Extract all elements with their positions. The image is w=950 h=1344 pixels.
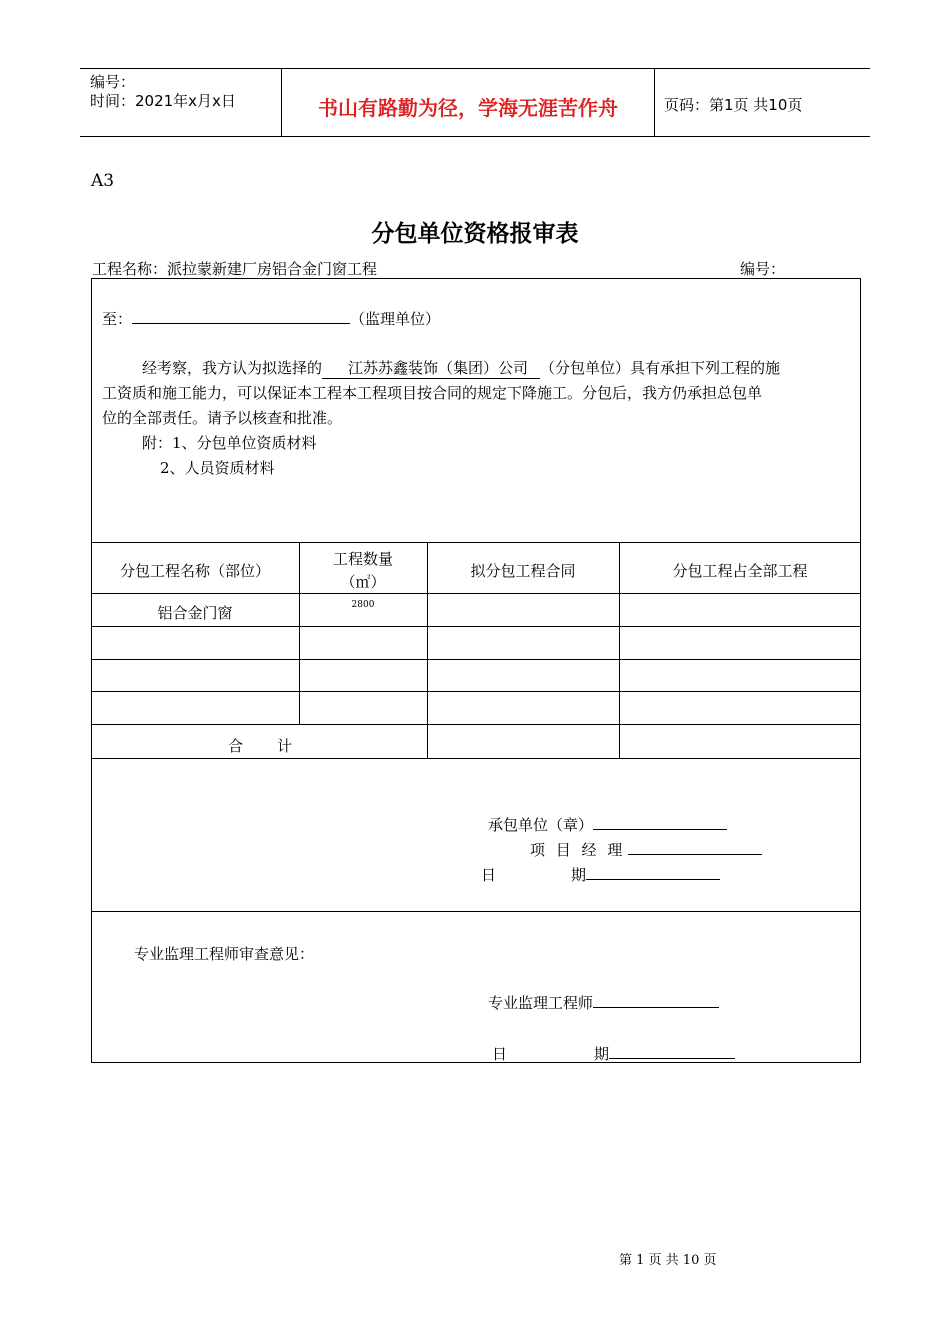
supervisor-date-a: 日 xyxy=(492,1045,508,1063)
contractor-unit-label: 承包单位（章） xyxy=(488,816,594,834)
table-rule-3 xyxy=(91,659,861,660)
table-col-divider-1 xyxy=(299,542,300,724)
supervisor-engineer-field[interactable] xyxy=(593,993,719,1008)
th-work-name: 分包工程名称（部位） xyxy=(119,562,270,580)
contractor-seal-field[interactable] xyxy=(593,815,727,830)
table-bottom-rule xyxy=(91,758,861,759)
th-proportion: 分包工程占全部工程 xyxy=(672,562,808,580)
header-divider-right xyxy=(654,68,655,136)
letter-to-line xyxy=(102,308,440,329)
supervisor-date-field[interactable] xyxy=(609,1044,735,1059)
project-manager-line xyxy=(530,839,762,860)
table-rule-4 xyxy=(91,691,861,692)
header-top-rule xyxy=(80,68,870,69)
to-prefix: 至： xyxy=(102,310,133,328)
project-number: 编号： xyxy=(740,260,786,278)
row1-work-name: 铝合金门窗 xyxy=(157,604,233,622)
total-label-a: 合 xyxy=(228,737,244,755)
supervisor-date-b: 期 xyxy=(594,1045,610,1063)
page-title: 分包单位资格报审表 xyxy=(371,221,579,247)
supervision-unit-field[interactable] xyxy=(132,309,350,324)
attachment-1: 附：1、分包单位资质材料 xyxy=(142,434,317,452)
supervisor-engineer-label: 专业监理工程师 xyxy=(488,994,594,1012)
contractor-date-field[interactable] xyxy=(586,865,720,880)
supervisor-engineer-line xyxy=(488,992,719,1013)
footer-page-number: 第 1 页 共 10 页 xyxy=(619,1253,717,1268)
header-number-label: 编号： xyxy=(90,73,136,91)
project-manager-label: 项 目 经 理 xyxy=(530,841,623,859)
contractor-date-b: 期 xyxy=(571,866,587,884)
contractor-date-a: 日 xyxy=(481,866,497,884)
project-manager-field[interactable] xyxy=(628,840,762,855)
header-bottom-rule xyxy=(80,136,870,137)
letter-para-mid: （分包单位）具有承担下列工程的施 xyxy=(540,359,781,377)
letter-line-2: 工资质和施工能力，可以保证本工程本工程项目按合同的规定下降施工。分包后，我方仍承担总包单 xyxy=(102,384,763,402)
header-motto: 书山有路勤为径，学海无涯苦作舟 xyxy=(318,96,618,120)
row1-quantity: 2800 xyxy=(351,600,375,610)
letter-para-start: 经考察，我方认为拟选择的 xyxy=(142,359,323,377)
subcontractor-name: 江苏苏鑫装饰（集团）公司 xyxy=(322,357,540,379)
total-label-b: 计 xyxy=(277,737,293,755)
contractor-date-line xyxy=(481,864,720,885)
header-page-info: 页码：第1页 共10页 xyxy=(664,96,803,114)
table-rule-5 xyxy=(91,724,861,725)
supervisor-section-rule xyxy=(91,911,861,912)
project-name: 工程名称：派拉蒙新建厂房铝合金门窗工程 xyxy=(92,260,378,278)
supervisor-opinion-label: 专业监理工程师审查意见： xyxy=(134,945,315,963)
th-quantity: 工程数量 xyxy=(332,550,393,568)
to-suffix: （监理单位） xyxy=(350,310,441,328)
contractor-unit-line xyxy=(488,814,727,835)
th-quantity-unit: （㎡） xyxy=(340,573,386,591)
attachment-2: 2、人员资质材料 xyxy=(160,459,275,477)
header-time-label: 时间：2021年x月x日 xyxy=(90,92,236,110)
table-rule-2 xyxy=(91,626,861,627)
table-top-rule xyxy=(91,542,861,543)
supervisor-date-line xyxy=(492,1043,735,1064)
th-contract: 拟分包工程合同 xyxy=(470,562,576,580)
letter-line-1 xyxy=(142,357,780,379)
table-rule-1 xyxy=(91,593,861,594)
letter-line-3: 位的全部责任。请予以核查和批准。 xyxy=(102,409,343,427)
doc-code: A3 xyxy=(91,171,115,191)
